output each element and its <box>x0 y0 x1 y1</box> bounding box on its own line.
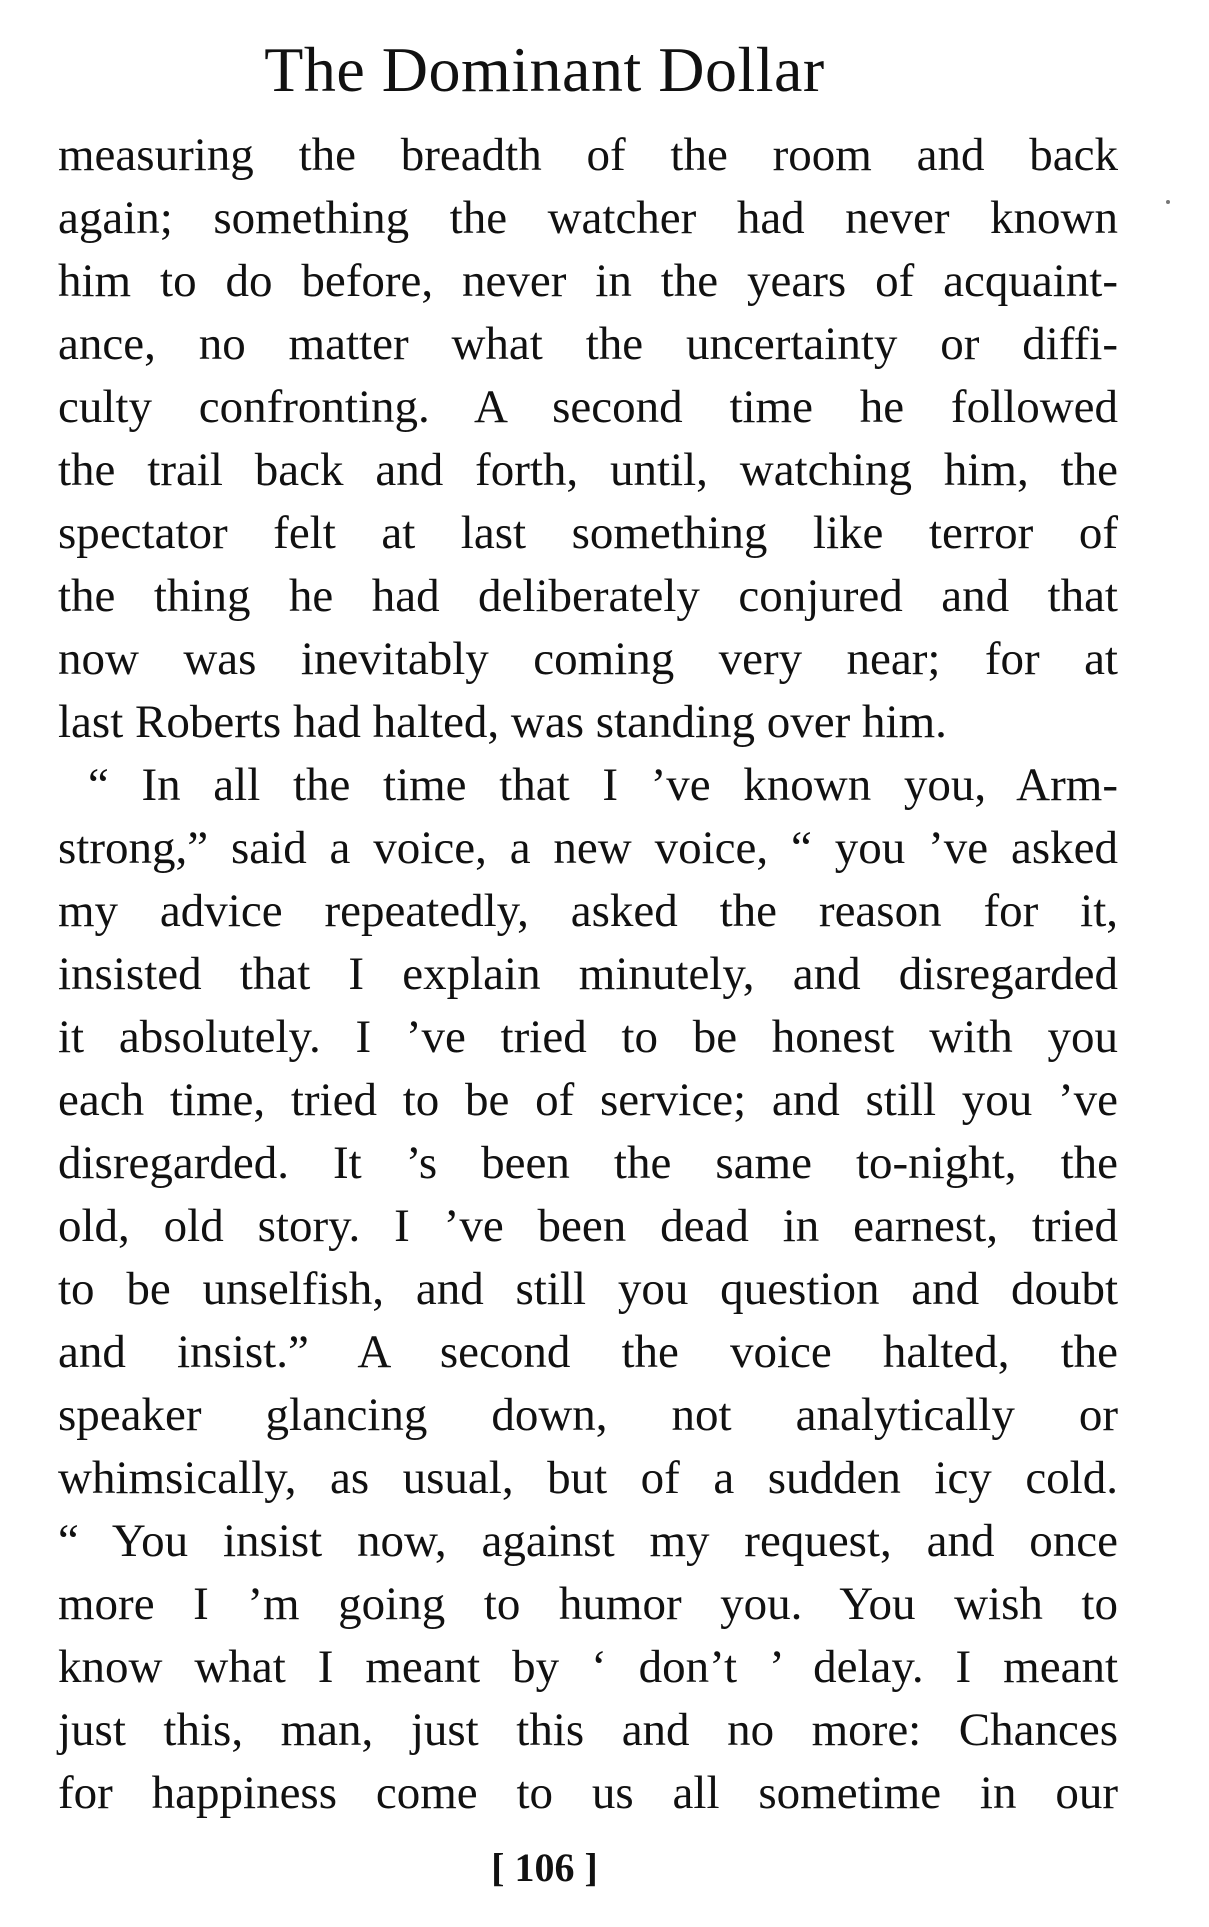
body-text <box>58 124 1118 1825</box>
text-line: old, old story. I ’ve been dead in earnest, tried <box>58 1200 1118 1252</box>
text-line: strong,” said a voice, a new voice, “ you ’ve asked <box>58 822 1118 874</box>
text-line: it absolutely. I ’ve tried to be honest with you <box>58 1011 1118 1063</box>
text-line: and insist.” A second the voice halted, the <box>58 1326 1118 1378</box>
text-line: again; something the watcher had never known <box>58 192 1118 244</box>
text-line: the thing he had deliberately conjured and that <box>58 570 1118 622</box>
text-line: to be unselfish, and still you question and doubt <box>58 1263 1118 1315</box>
page-number: [ 106 ] <box>491 1845 598 1890</box>
text-line: spectator felt at last something like terror of <box>58 507 1118 559</box>
text-line: measuring the breadth of the room and back <box>58 129 1118 181</box>
text-line: “ You insist now, against my request, and once <box>58 1515 1118 1567</box>
text-line: for happiness come to us all sometime in our <box>58 1767 1118 1819</box>
text-line: my advice repeatedly, asked the reason for it, <box>58 885 1118 937</box>
text-line: culty confronting. A second time he followed <box>58 381 1118 433</box>
ink-speck <box>1166 200 1170 204</box>
text-line: the trail back and forth, until, watching him, the <box>58 444 1118 496</box>
text-line: ance, no matter what the uncertainty or diffi- <box>58 318 1118 370</box>
text-line: know what I meant by ‘ don’t ’ delay. I meant <box>58 1641 1118 1693</box>
text-line: speaker glancing down, not analytically or <box>58 1389 1118 1441</box>
text-line: now was inevitably coming very near; for at <box>58 633 1118 685</box>
text-line: “ In all the time that I ’ve known you, Arm- <box>88 759 1118 811</box>
text-line: disregarded. It ’s been the same to-night, the <box>58 1137 1118 1189</box>
text-line: insisted that I explain minutely, and disregarded <box>58 948 1118 1000</box>
text-line: more I ’m going to humor you. You wish to <box>58 1578 1118 1630</box>
running-head: The Dominant Dollar <box>264 34 825 105</box>
text-line: just this, man, just this and no more: Chances <box>58 1704 1118 1756</box>
text-line: him to do before, never in the years of acquaint- <box>58 255 1118 307</box>
text-line: each time, tried to be of service; and still you ’ve <box>58 1074 1118 1126</box>
text-line: whimsically, as usual, but of a sudden icy cold. <box>58 1452 1118 1504</box>
text-line: last Roberts had halted, was standing over him. <box>58 696 947 748</box>
